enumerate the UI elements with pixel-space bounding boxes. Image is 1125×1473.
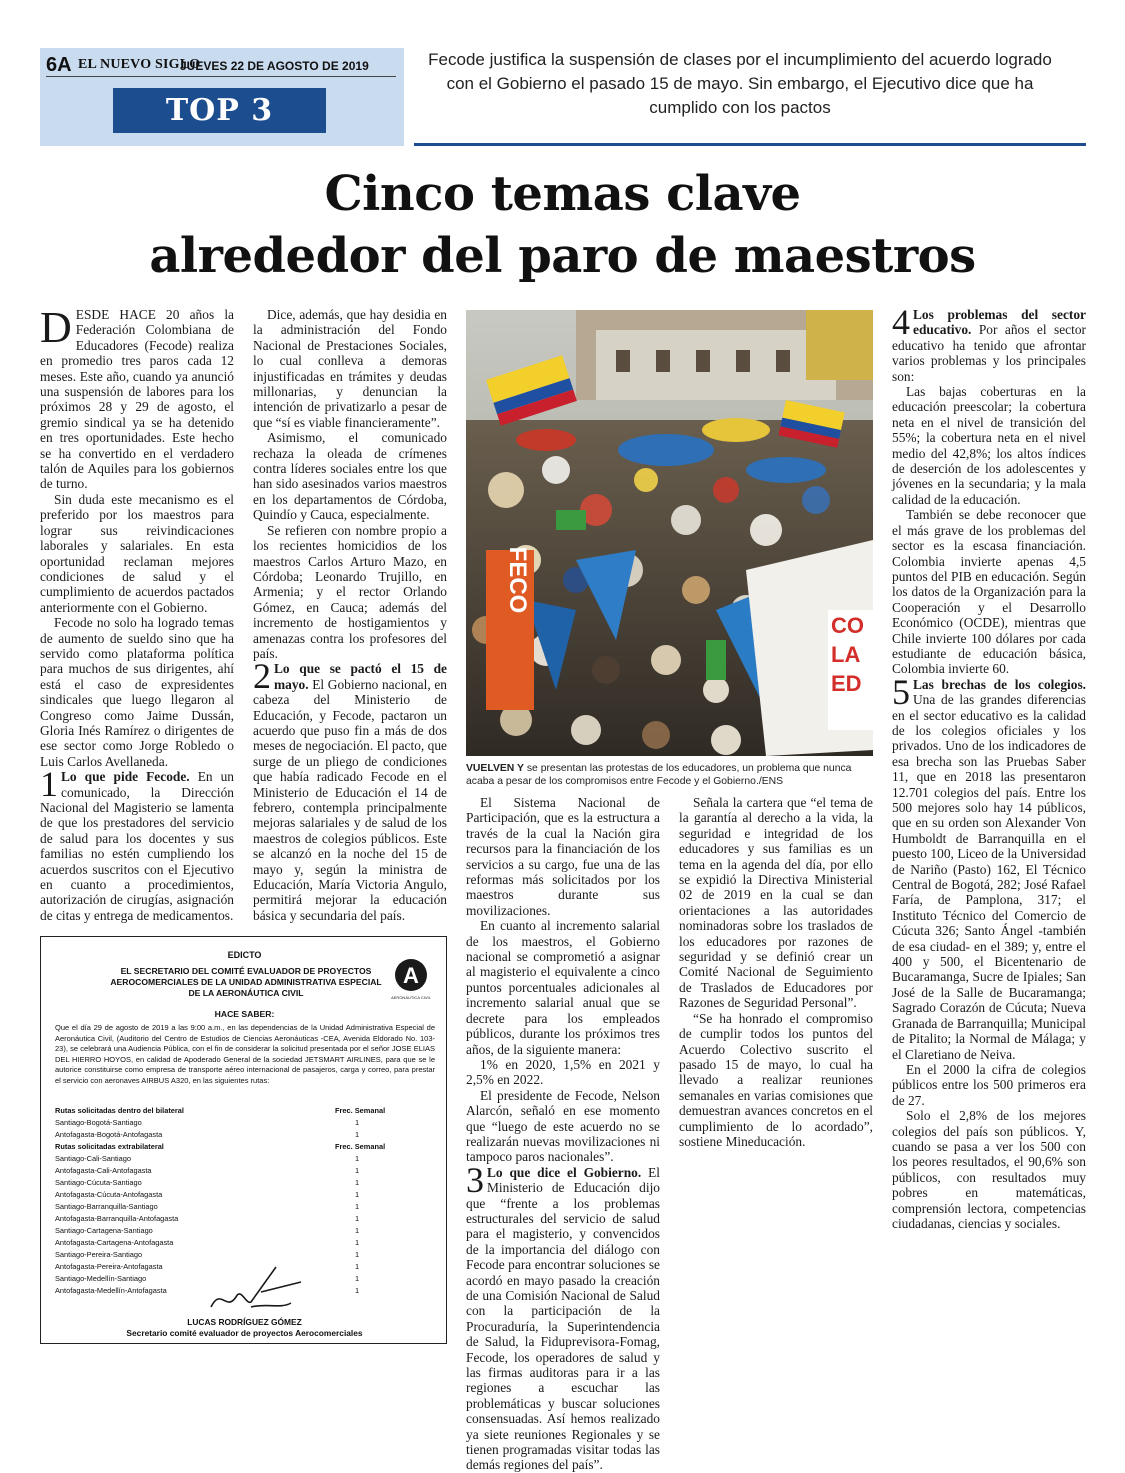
route-name: Antofagasta-Barranquilla-Antofagasta [55,1214,179,1223]
article-paragraph: “Se ha honrado el compromiso de cumplir todos los puntos del Acuerdo Colectivo suscrito el pasado 15 de mayo, lo cual ha llevado a realizar reuniones semanales en varias comisiones que demuestran avances concretos en el cumplimiento de lo acordado”, sostiene Mineducación. [679,1010,873,1149]
section-number: 1 [40,764,58,805]
sign-text-1: CO [831,613,864,638]
caption-lead: VUELVEN Y [466,763,524,774]
route-row [55,1189,435,1201]
article-paragraph: 1% en 2020, 1,5% en 2021 y 2,5% en 2022. [466,1056,660,1088]
article-intro: DESDE HACE 20 años la Federación Colombiana de Educadores (Fecode) realiza en promedio tres paros cada 12 meses. Este año, cuando ya anunció una suspensión de labores para los próximos 28 y 29 de agosto, el gremio sindical ya se ha detenido en tres oportunidades. Este hecho se ha convertido en el verdadero talón de Aquiles para los gobiernos de turno. [40,303,234,492]
route-name: Antofagasta-Bogotá-Antofagasta [55,1130,163,1139]
section-number: 2 [253,656,271,697]
signer-role: Secretario comité evaluador de proyectos Aerocomerciales [126,1328,363,1338]
article-paragraph: En el 2000 la cifra de colegios públicos entre los 500 primeros era de 27. [892,1061,1086,1108]
section-title: Los problemas del sector educativo. [913,307,1086,338]
drop-cap: D [40,303,72,352]
route-row [55,1237,435,1249]
section-title: Lo que pide Fecode. [61,769,190,785]
route-frequency: 1 [355,1202,360,1211]
newspaper-name: EL NUEVO SIGLO [78,57,201,72]
route-row [55,1225,435,1237]
route-frequency: 1 [355,1250,360,1259]
route-name: Antofagasta-Cali-Antofagasta [55,1166,152,1175]
article-paragraph: También se debe reconocer que el más grave de los problemas del sector es la escasa financiación. Colombia invierte apenas 4,5 puntos del PIB en educación. Según los datos de la Organización para la Cooperación y el Desarrollo Económico (OCDE), mientras que Chile invierte 100 dólares por cada estudiante de educación básica, Colombia invierte 60. [892,507,1086,677]
route-frequency: 1 [355,1286,360,1295]
notice-hace-saber: HACE SABER: [214,1009,275,1019]
header-summary: Fecode justifica la suspensión de clases por el incumplimiento del acuerdo logrado con el Gobierno el pasado 15 de mayo. Sin embargo, el Ejecutivo dice que ha cumplido con los pactos [428,50,1052,117]
caption-text: se presentan las protestas de los educadores, un problema que nunca acaba a pesar de los compromisos entre Fecode y el Gobierno./ENS [466,763,852,787]
route-name: Santiago-Medellín-Santiago [55,1274,147,1283]
article-paragraph: Señala la cartera que “el tema de la garantía al derecho a la vida, la seguridad e integridad de los educadores y sus familias es un tema en la agenda del día, por ello se expidió la Directiva Ministerial 02 de 2019 en la cual se dan orientaciones a las autoridades nominadoras sobre los traslados de los educadores por razones de seguridad y se definió crear un Comité Nacional de Seguimiento de Traslados de Educadores por Razones de Seguridad Personal”. [679,795,873,1011]
article-column-1 [40,303,234,923]
route-frequency: 1 [355,1130,360,1139]
route-name: Antofagasta-Cúcuta-Antofagasta [55,1190,163,1199]
notice-issuer: EL SECRETARIO DEL COMITÉ EVALUADOR DE PROYECTOS AEROCOMERCIALES DE LA UNIDAD ADMINISTRATIVA ESPECIAL DE LA AERONÁUTICA CIVIL [110,966,382,998]
route-name: Santiago-Pereira-Santiago [55,1250,143,1259]
article-paragraph: Asimismo, el comunicado rechaza la oleada de crímenes contra líderes sociales entre los que han sido asesinados varios maestros en los departamentos de Córdoba, Quindío y Cauca, especialmente. [253,430,447,523]
route-name: Santiago-Cúcuta-Santiago [55,1178,142,1187]
sign-text-2: LA [831,642,861,667]
article-column-5 [892,302,1086,1231]
aeronautica-logo-icon [391,957,431,1001]
section-2-lead: 2 Lo que se pactó el 15 de mayo. El Gobierno nacional, en cabeza del Ministerio de Educación, y Fecode, pactaron un acuerdo que puso fin a más de dos meses de negociación. El pacto, que surge de un pliego de condiciones que había radicado Fecode en el Ministerio de Educación el 14 de febrero, contempla principalmente mejoras salariales y de salud de los maestros de colegios públicos. Este se alcanzó en la noche del 15 de mayo y, según la ministra de Educación, María Victoria Angulo, permitirá mejorar la educación básica y secundaria del país. [253,656,447,923]
section-4-lead: 4 Los problemas del sector educativo. Por años el sector educativo ha tenido que afrontar varios problemas y los principales son: [892,302,1086,384]
page-number: 6A [46,54,72,76]
route-frequency: 1 [355,1118,360,1127]
route-frequency: 1 [355,1190,360,1199]
photo-caption [466,762,873,788]
sign-text-3: ED [831,671,862,696]
route-name: Santiago-Bogotá-Santiago [55,1118,142,1127]
section-1-lead: 1 Lo que pide Fecode. En un comunicado, la Dirección Nacional del Magisterio se lamenta de que los prestadores del servicio de salud para los docentes y sus familias no estén cumpliendo los acuerdos suscritos con el Ejecutivo en cuanto a procedimientos, autorización de cirugías, asignación de citas y entrega de medicamentos. [40,764,234,923]
logo-caption: AERONÁUTICA CIVIL [391,995,431,1000]
protest-photo [466,310,873,756]
headline-line-2: alrededor del paro de maestros [149,228,976,284]
route-name: Antofagasta-Pereira-Antofagasta [55,1262,163,1271]
section-3-lead: 3 Lo que dice el Gobierno. El Ministerio de Educación dijo que “frente a los problemas estructurales del servicio de salud para el magisterio, y convencidos de la importancia del diálogo con Fecode para encontrar soluciones se acordó en mayo pasado la creación de una Comisión Nacional de Salud con la participación de la Procuraduría, la Superintendencia de Salud, la Fiduprevisora-Fomag, Fecode, los operadores de salud y las firmas auditoras para ir a las regiones a escuchar las problemáticas y buscar soluciones consensuadas. Así hemos realizado ya siete reuniones Regionales y se tienen programadas visitar todas las demás regiones del país”. [466,1159,660,1473]
protest-photo-illustration [466,310,873,756]
article-paragraph: El Sistema Nacional de Participación, que es la estructura a través de la cual la Nación gira recursos para la financiación de los servicios a su cargo, fue una de las reformas más solicitados por los maestros durante sus movilizaciones. [466,795,660,918]
route-name: Santiago-Barranquilla-Santiago [55,1202,158,1211]
section-title: Lo que dice el Gobierno. [487,1164,642,1180]
route-row [55,1201,435,1213]
route-name: Antofagasta-Cartagena-Antofagasta [55,1238,174,1247]
section-5-lead: 5 Las brechas de los colegios. Una de las grandes diferencias en el sector educativo es la calidad de los colegios oficiales y los privados. Uno de los indicadores de esa brecha son las Pruebas Saber 11, que en 2018 las presentaron 12.701 colegios del país. Entre los 500 mejores solo hay 14 públicos, que en su orden son Alexander Von Humboldt de Barranquilla en el puesto 100, Liceo de la Universidad de Nariño (Pasto) 162, El Técnico Central de Bogotá, 282; José Rafael Faría, de Pamplona, 317; el Instituto Técnico del Comercio de Cúcuta 326; Santo Ángel -también de esa ciudad- en el 389; y, entre el 400 y 500, el Bicentenario de Bucaramanga, Sucre de Ipiales; San José de la Salle de Bucaramanga; Sagrado Corazón de Cúcuta; Nueva Granada de Barranquilla; Municipal de Pitalito; la Normal de Málaga; y el Claretiano de Neiva. [892,671,1086,1062]
article-column-4 [679,795,873,1149]
section-number: 5 [892,671,910,712]
legal-notice-box [40,936,447,1344]
banner-text: FECO [504,546,531,614]
article-paragraph: Las bajas coberturas en la educación preescolar; la cobertura neta en el nivel de transición del 55%; la cobertura neta en el nivel medio del 42,8%; los altos índices de deserción de los adolescentes y jóvenes en la secundaria; y la mala calidad de la educación. [892,384,1086,507]
route-frequency: 1 [355,1238,360,1247]
signer-name: LUCAS RODRÍGUEZ GÓMEZ [187,1317,302,1327]
route-frequency: 1 [355,1166,360,1175]
notice-title: EDICTO [227,950,262,960]
route-name: Santiago-Cartagena-Santiago [55,1226,153,1235]
article-paragraph: Fecode no solo ha logrado temas de aumento de sueldo sino que ha servido como plataforma política para muchos de sus dirigentes, ahí está el caso de expresidentes sindicales que luego llegaron al Congreso como Jaime Dussán, Gloria Inés Ramírez o dirigentes de ese sector como Jorge Robledo o Luis Carlos Avellaneda. [40,615,234,769]
headline-line-1: Cinco temas clave [324,166,801,222]
article-column-3 [466,795,660,1473]
route-row [55,1153,435,1165]
route-frequency: 1 [355,1214,360,1223]
section-tag: TOP 3 [113,88,326,133]
article-column-2 [253,307,447,923]
route-row [55,1177,435,1189]
route-frequency: 1 [355,1154,360,1163]
logo-letter: A [403,963,419,988]
route-name: Antofagasta-Medellín-Antofagasta [55,1286,167,1295]
routes-header-bilateral: Rutas solicitadas dentro del bilateral Frec. Semanal [55,1106,386,1115]
article-paragraph: El presidente de Fecode, Nelson Alarcón, señaló en ese momento que “luego de este acuerdo no se realizarán nuevas movilizaciones ni tampoco paros nacionales”. [466,1087,660,1165]
headline [60,163,1065,287]
signature-icon [191,1257,311,1317]
route-frequency: 1 [355,1274,360,1283]
route-frequency: 1 [355,1226,360,1235]
route-name: Santiago-Cali-Santiago [55,1154,132,1163]
routes-bilateral-list [55,1117,435,1141]
routes-header-extrabilateral: Rutas solicitadas extrabilateral Frec. Semanal [55,1142,386,1151]
route-frequency: 1 [355,1178,360,1187]
article-paragraph: En cuanto al incremento salarial de los maestros, el Gobierno nacional se comprometió a asignar al magisterio el equivalente a cinco puntos porcentuales adicionales al incremento salarial anual que se decrete para los empleados públicos, durante los próximos tres años, de la siguiente manera: [466,918,660,1057]
section-title: Las brechas de los colegios. [913,676,1086,692]
notice-body: Que el día 29 de agosto de 2019 a las 9:00 a.m., en las dependencias de la Unidad Administrativa Especial de Aeronáutica Civil, (Auditorio del Centro de Estudios de Ciencias Aeronáuticas -CEA, Avenida Eldorado No. 103-23), se celebrará una Audiencia Pública, con el fin de considerar la solicitud presentada por el señor JOSE ELIAS DEL HIERRO HOYOS, en calidad de Apoderado General de la sociedad JETSMART AIRLINES, para que se le autorice constituirse como empresa de transporte aéreo internacional de pasajeros, carga y correo, para prestar el servicio con aeronaves AIRBUS A320, en las siguientes rutas: [55,1023,435,1085]
article-paragraph: Dice, además, que hay desidia en la administración del Fondo Nacional de Prestaciones Sociales, lo cual conlleva a demoras injustificadas en trámites y deudas millonarias, y denuncian la intención de privatizarlo a pesar de que “sí es viable financieramente”. [253,307,447,430]
issue-date: JUEVES 22 DE AGOSTO DE 2019 [180,59,369,73]
header-accent-rule [414,143,1086,146]
article-paragraph: Sin duda este mecanismo es el preferido por los maestros para lograr sus reivindicaciones laborales y salariales. En esta oportunidad reclaman mejores condiciones de salud y el cumplimiento de acuerdos pactados anteriormente con el Gobierno. [40,491,234,615]
section-number: 3 [466,1159,484,1200]
header-divider [46,76,396,77]
section-title: Lo que se pactó el 15 de mayo. [274,661,447,692]
route-row [55,1165,435,1177]
route-row [55,1117,435,1129]
route-row [55,1129,435,1141]
route-frequency: 1 [355,1262,360,1271]
route-row [55,1213,435,1225]
section-number: 4 [892,302,910,342]
article-paragraph: Solo el 2,8% de los mejores colegios del país son públicos. Y, cuando se pasa a ver los 500 con los peores resultados, el 90,6% son públicos, con resultados muy pobres en matemáticas, comprensión lectora, competencias ciudadanas, ciencias y sociales. [892,1108,1086,1231]
article-paragraph: Se refieren con nombre propio a los recientes homicidios de los maestros Carlos Arturo Mazo, en Córdoba; Leonardo Trujillo, en Armenia; y el rector Orlando Gómez, en Cauca; además del incremento de hostigamientos y amenazas contra los profesores del país. [253,522,447,661]
